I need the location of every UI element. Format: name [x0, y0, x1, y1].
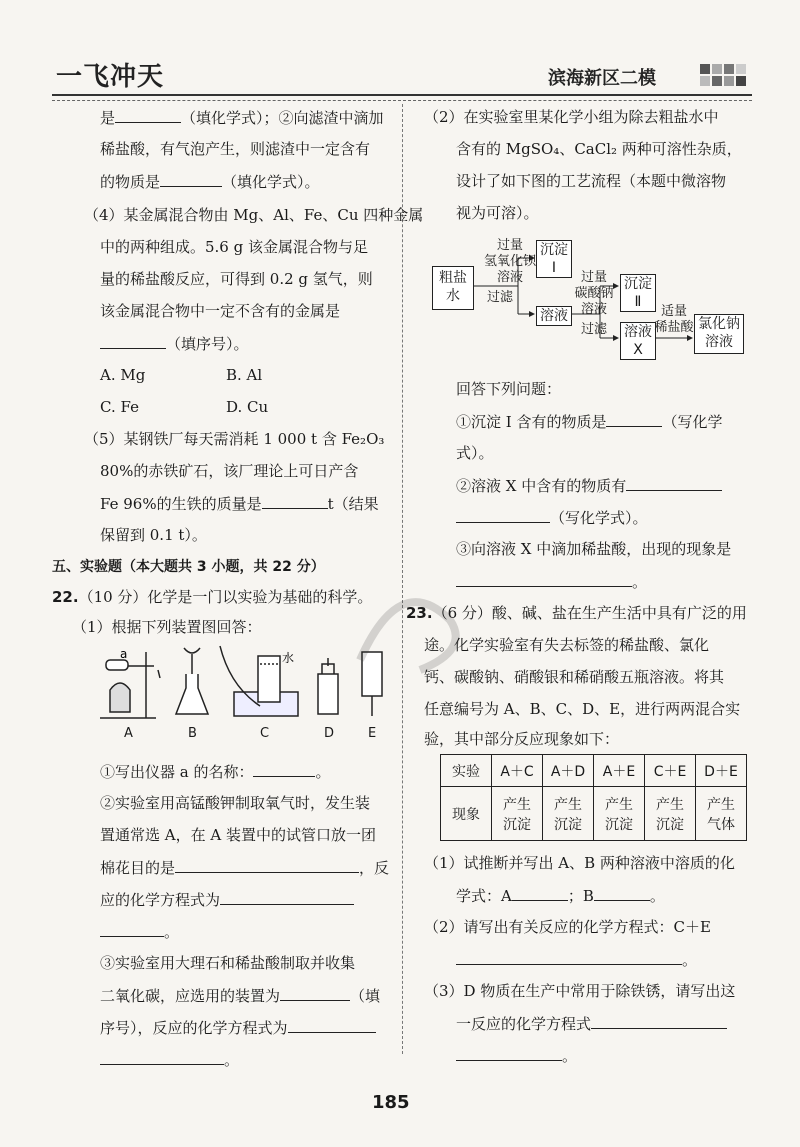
q2-line-3: 设计了如下图的工艺流程（本题中微溶物: [456, 172, 727, 190]
option-b: B. Al: [226, 366, 263, 384]
sub-q2-line-4: 应的化学方程式为: [100, 888, 354, 911]
flow-solution-x-box: 溶液 X: [620, 322, 656, 360]
flow-reagent3: 适量 稀盐酸: [654, 304, 694, 335]
q2-line-1: （2）在实验室里某化学小组为除去粗盐水中: [424, 108, 719, 126]
flow-filter1: 过滤: [486, 290, 513, 305]
part1-line-1: （1）试推断并写出 A、B 两种溶液中溶质的化: [424, 854, 735, 872]
flow-filter2: 过滤: [580, 322, 607, 337]
apparatus-label-e: E: [368, 726, 377, 741]
q4-line-5: （填序号）。: [100, 332, 249, 355]
q22-line-1: 22.（10 分）化学是一门以实验为基础的科学。: [52, 588, 373, 606]
option-c: C. Fe: [100, 398, 139, 416]
part3-line-3: 。: [456, 1044, 577, 1067]
header-decoration-icon: [700, 64, 750, 90]
sub-q3-line-1: ③实验室用大理石和稀盐酸制取并收集: [100, 954, 356, 972]
table-cell: 产生 沉淀: [543, 787, 594, 841]
sub-q1: ①写出仪器 a 的名称： 。: [100, 760, 331, 783]
left-line-3: 的物质是 （填化学式）。: [100, 170, 320, 193]
part1-line-2: 学式：A ；B 。: [456, 884, 665, 907]
apparatus-d-icon: [318, 658, 338, 714]
sub-q3-line-2: 二氧化碳，应选用的装置为 （填: [100, 984, 380, 1007]
table-cell: 产生 沉淀: [594, 787, 645, 841]
q5-line-2: 80%的赤铁矿石，该厂理论上可日产含: [100, 462, 359, 480]
q5-line-1: （5）某钢铁厂每天需消耗 1 000 t 含 Fe₂O₃: [84, 430, 385, 448]
water-label: 水: [282, 651, 295, 665]
table-col: C＋E: [645, 755, 696, 787]
q22-sub-1: （1）根据下列装置图回答：: [72, 618, 262, 636]
left-line-2: 稀盐酸，有气泡产生，则滤渣中一定含有: [100, 140, 371, 158]
apparatus-label-d: D: [324, 726, 335, 741]
section-5-heading: 五、实验题（本大题共 3 小题，共 22 分）: [52, 559, 325, 575]
apparatus-a-label-a: a: [120, 647, 128, 661]
answer-1-line-2: 式）。: [456, 444, 494, 462]
option-a: A. Mg: [100, 366, 146, 384]
option-d: D. Cu: [226, 398, 269, 416]
flow-brine-box: 粗盐水: [432, 266, 474, 310]
flow-solution-box: 溶液: [536, 306, 572, 326]
answer-1-line-1: ①沉淀 Ⅰ 含有的物质是 （写化学: [456, 410, 722, 433]
q23-line-5: 验，其中部分反应现象如下：: [424, 730, 620, 748]
table-cell: 产生 沉淀: [492, 787, 543, 841]
sub-q3-line-4: 。: [100, 1048, 239, 1071]
flow-reagent2: 过量 碳酸钠 溶液: [574, 270, 614, 317]
header-rule: [52, 94, 752, 101]
apparatus-b-icon: [176, 648, 208, 714]
part3-line-2: 一反应的化学方程式: [456, 1012, 727, 1035]
q4-line-1: （4）某金属混合物由 Mg、Al、Fe、Cu 四种金属: [84, 206, 424, 224]
answer-2-line-1: ②溶液 X 中含有的物质有: [456, 474, 722, 497]
q4-line-4: 该金属混合物中一定不含有的金属是: [100, 302, 341, 320]
watermark-emblem-icon: [340, 570, 490, 680]
q2-line-4: 视为可溶）。: [456, 204, 539, 222]
part2-line-1: （2）请写出有关反应的化学方程式：C＋E: [424, 918, 711, 936]
left-line-1: 是 （填化学式）；②向滤渣中滴加: [100, 106, 384, 129]
table-header-label: 实验: [441, 755, 492, 787]
flow-reagent1: 过量 氢氧化钡 溶液: [483, 238, 536, 285]
page-number: 185: [372, 1092, 410, 1113]
q23-line-1: 23.（6 分）酸、碱、盐在生产生活中具有广泛的用: [406, 604, 747, 622]
q23-line-2: 途。化学实验室有失去标签的稀盐酸、氯化: [424, 636, 710, 654]
sub-q3-line-3: 序号），反应的化学方程式为: [100, 1016, 376, 1039]
answer-3-line-2: 。: [456, 570, 647, 593]
exam-title: 滨海新区二模: [548, 68, 656, 89]
part3-line-1: （3）D 物质在生产中常用于除铁锈，请写出这: [424, 982, 736, 1000]
table-cell: 产生 沉淀: [645, 787, 696, 841]
sub-q2-line-3: 棉花目的是 ，反: [100, 856, 389, 879]
answer-intro: 回答下列问题：: [456, 380, 562, 398]
apparatus-label-c: C: [260, 726, 270, 741]
q4-line-3: 量的稀盐酸反应，可得到 0.2 g 氢气，则: [100, 270, 373, 288]
table-row-label: 现象: [441, 787, 492, 841]
apparatus-label-a: A: [124, 726, 133, 741]
flow-ppt2-box: 沉淀 Ⅱ: [620, 274, 656, 312]
q23-line-3: 钙、碳酸钠、硝酸银和稀硝酸五瓶溶液。将其: [424, 668, 725, 686]
q5-line-3: Fe 96%的生铁的质量是 t（结果: [100, 492, 379, 515]
sub-q2-line-5: 。: [100, 920, 179, 943]
table-col: A＋D: [543, 755, 594, 787]
q5-line-4: 保留到 0.1 t）。: [100, 526, 207, 544]
table-col: D＋E: [696, 755, 747, 787]
apparatus-a-icon: [100, 652, 160, 718]
reaction-table: [440, 754, 747, 841]
sub-q2-line-1: ②实验室用高锰酸钾制取氧气时，发生装: [100, 794, 371, 812]
brand-logo: 一飞冲天: [56, 62, 165, 92]
q2-line-2: 含有的 MgSO₄、CaCl₂ 两种可溶性杂质，: [456, 140, 742, 158]
flow-ppt1-box: 沉淀 Ⅰ: [536, 240, 572, 278]
answer-3-line-1: ③向溶液 X 中滴加稀盐酸，出现的现象是: [456, 540, 732, 558]
q4-line-2: 中的两种组成。5.6 g 该金属混合物与足: [100, 238, 368, 256]
table-cell: 产生 气体: [696, 787, 747, 841]
table-col: A＋C: [492, 755, 543, 787]
q23-line-4: 任意编号为 A、B、C、D、E，进行两两混合实: [424, 700, 741, 718]
apparatus-label-b: B: [188, 726, 197, 741]
flow-nacl-box: 氯化钠溶液: [694, 314, 744, 354]
sub-q2-line-2: 置通常选 A，在 A 装置中的试管口放一团: [100, 826, 376, 844]
part2-line-2: 。: [456, 948, 697, 971]
answer-2-line-2: （写化学式）。: [456, 506, 648, 529]
table-col: A＋E: [594, 755, 645, 787]
